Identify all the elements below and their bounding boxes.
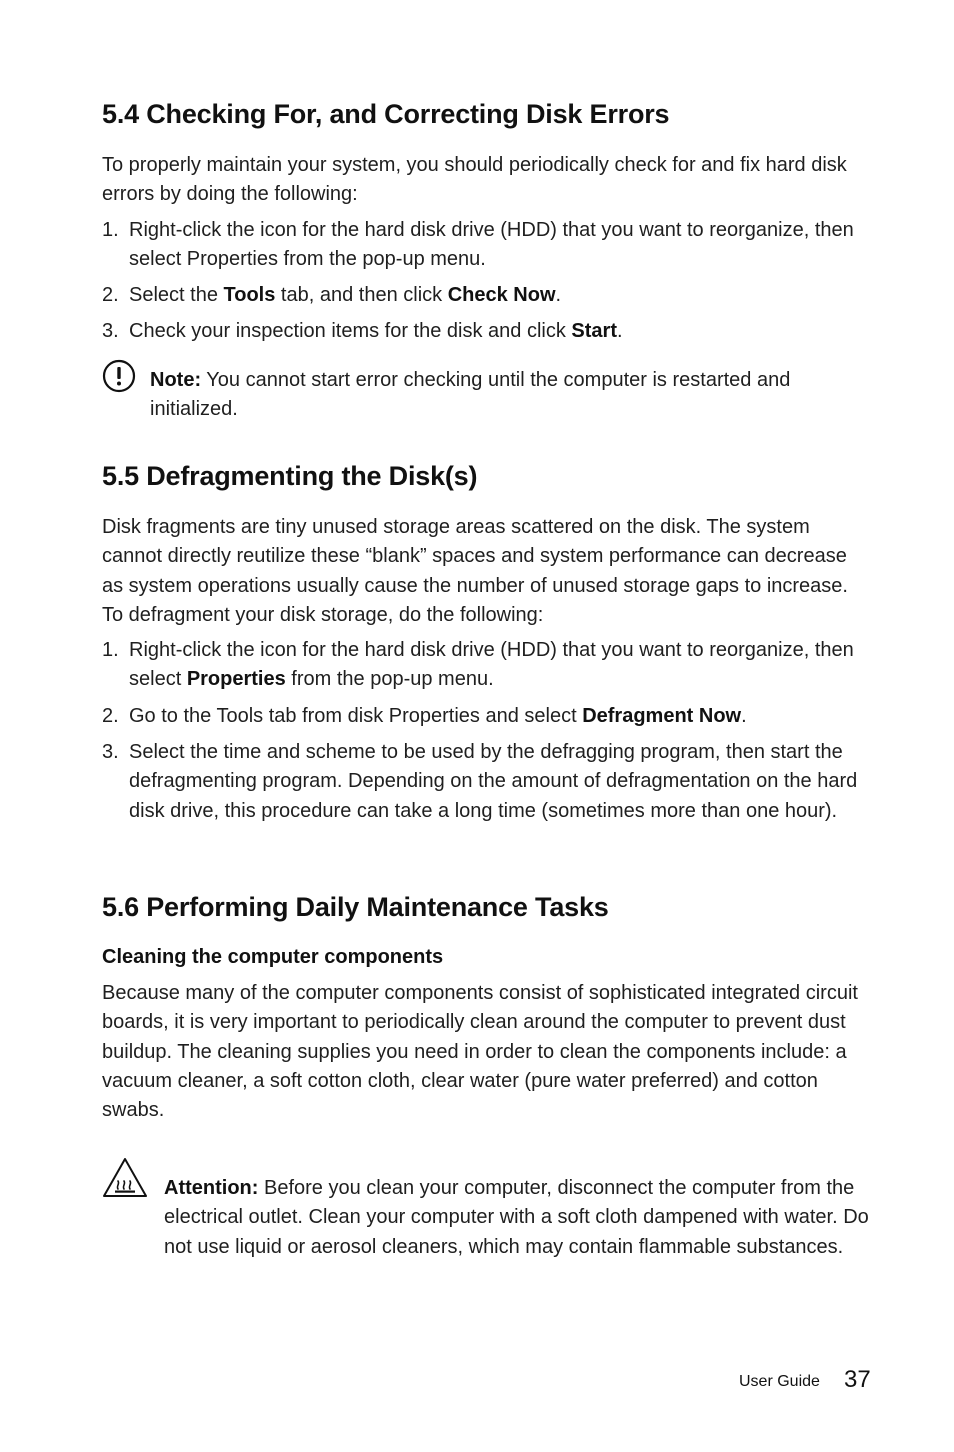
list-item <box>102 636 862 695</box>
list-number: 2. <box>102 705 119 727</box>
bold-term: Start <box>571 320 617 342</box>
note-text: Note: You cannot start error checking until the computer is restarted and initialized. <box>150 369 791 421</box>
section-5-6-title: 5.6 Performing Daily Maintenance Tasks <box>102 892 609 922</box>
list-text: Select the time and scheme to be used by the defragging program, then start the defragmenting program. Depending on the amount of defragmentation on the hard disk drive, this procedure can take a long time (sometimes more than one hour). <box>129 741 858 822</box>
list-number: 1. <box>102 219 119 241</box>
section-5-6-body: Because many of the computer components consist of sophisticated integrated circuit boards, it is very important to periodically clean around the computer to prevent dust buildup. The cleaning supplies you need in order to clean the components include: a vacuum cleaner, a soft cotton cloth, clear water (pure water preferred) and cotton swabs. <box>102 982 858 1122</box>
list-text: Go to the Tools tab from disk Properties and select Defragment Now. <box>129 705 747 727</box>
bold-term: Properties <box>186 668 286 691</box>
list-item <box>102 281 862 310</box>
section-5-5-intro: Disk fragments are tiny unused storage areas scattered on the disk. The system cannot directly reutilize these “blank” spaces and system performance can decrease as system operations usually cause the number of unused storage gaps to increase. To defragment your disk storage, do the following: <box>102 516 848 626</box>
note-exclamation-icon <box>102 359 136 393</box>
bold-term: Check Now <box>447 284 556 306</box>
hot-surface-warning-icon <box>101 1156 149 1200</box>
bold-term: Defragment Now <box>582 705 742 727</box>
bold-term: Tools <box>223 284 276 306</box>
list-item <box>102 317 862 346</box>
list-text: Select the Tools tab, and then click Check Now. <box>129 284 562 306</box>
list-text: Right-click the icon for the hard disk drive (HDD) that you want to reorganize, then select Properties from the pop-up menu. <box>129 639 854 691</box>
list-number: 2. <box>102 284 119 306</box>
list-number: 3. <box>102 741 119 763</box>
footer-label: User Guide <box>739 1373 820 1390</box>
attention-label: Attention: <box>164 1177 259 1199</box>
list-item <box>102 702 862 731</box>
list-number: 3. <box>102 320 119 342</box>
section-5-5-title: 5.5 Defragmenting the Disk(s) <box>102 461 478 491</box>
list-text: Check your inspection items for the disk and click Start. <box>129 320 623 342</box>
list-item <box>102 216 862 275</box>
list-text: Right-click the icon for the hard disk drive (HDD) that you want to reorganize, then select Properties from the pop-up menu. <box>129 219 854 271</box>
subheading: Cleaning the computer components <box>102 946 444 968</box>
page-number: 37 <box>844 1366 871 1393</box>
section-5-4-intro: To properly maintain your system, you should periodically check for and fix hard disk errors by doing the following: <box>102 154 847 206</box>
list-item <box>102 738 862 826</box>
section-5-4-title: 5.4 Checking For, and Correcting Disk Errors <box>102 99 670 129</box>
attention-text: Attention: Before you clean your computer, disconnect the computer from the electrical outlet. Clean your computer with a soft cloth dampened with water. Do not use liquid or aerosol cleaners, which may contain flammable substances. <box>164 1177 869 1258</box>
note-label: Note: <box>150 369 202 391</box>
list-number: 1. <box>102 639 119 661</box>
